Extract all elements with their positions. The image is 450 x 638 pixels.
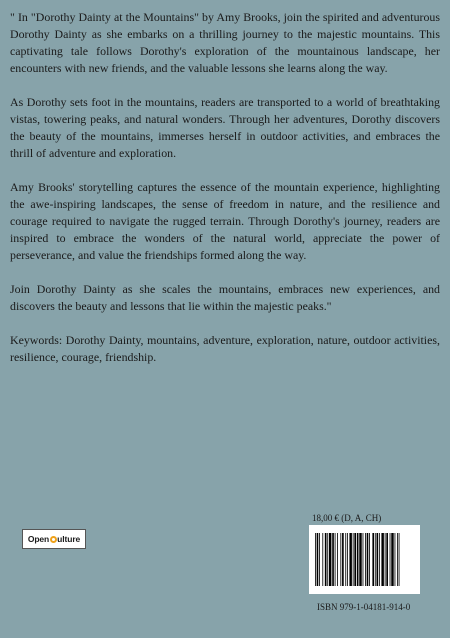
barcode-bar	[395, 533, 396, 586]
barcode-bar	[317, 533, 319, 586]
description-paragraph-1: " In "Dorothy Dainty at the Mountains" by Amy Brooks, join the spirited and adventurous Dorothy Dainty as she embarks on a thrilling journey to the majestic mountains. This captivating tale follows Dorothy's exploration of the mountainous landscape, her encounters with new friends, and the valuable lessons she learns along the way.	[10, 10, 440, 75]
back-cover-description	[10, 9, 440, 383]
barcode-bar	[399, 533, 400, 586]
barcode-bar	[372, 533, 374, 586]
barcode-bar	[377, 533, 379, 586]
barcode-bar	[319, 533, 320, 586]
logo-text-ulture: ulture	[57, 534, 81, 544]
barcode-bar	[315, 533, 316, 586]
logo-ring-icon	[50, 536, 57, 543]
barcode-bar	[337, 533, 338, 586]
barcode-bar	[369, 533, 370, 586]
price-label: 18,00 € (D, A, CH)	[312, 513, 382, 523]
barcode-icon	[315, 533, 414, 586]
barcode-bar	[363, 533, 364, 586]
barcode-bar	[340, 533, 341, 586]
barcode-bar	[347, 533, 348, 586]
barcode-bar	[391, 533, 393, 586]
barcode-bar	[390, 533, 391, 586]
barcode-bar	[379, 533, 380, 586]
barcode	[309, 525, 420, 594]
barcode-bar	[349, 533, 351, 586]
barcode-bar	[327, 533, 328, 586]
barcode-bar	[357, 533, 359, 586]
barcode-bar	[322, 533, 323, 586]
isbn-label: ISBN 979-1-04181-914-0	[317, 602, 411, 612]
description-paragraph-4: Join Dorothy Dainty as she scales the mountains, embraces new experiences, and discovers the beauty and lessons that lie within the majestic peaks."	[10, 282, 440, 313]
barcode-bar	[354, 533, 356, 586]
barcode-bar	[381, 533, 383, 586]
barcode-bar	[335, 533, 336, 586]
description-paragraph-3: Amy Brooks' storytelling captures the essence of the mountain experience, highlighting the awe-inspiring landscapes, the sense of freedom in nature, and the resilience and courage required to navigate the rugged terrain. Through Dorothy's journey, readers are inspired to embrace the wonders of the natural world, appreciate the power of perseverance, and value the friendships formed along the way.	[10, 180, 440, 262]
barcode-bar	[359, 533, 361, 586]
keywords-paragraph: Keywords: Dorothy Dainty, mountains, adventure, exploration, nature, outdoor activities, resilience, courage, friendship.	[10, 333, 440, 364]
barcode-bar	[397, 533, 398, 586]
barcode-bar	[332, 533, 334, 586]
barcode-bar	[367, 533, 369, 586]
barcode-bar	[325, 533, 327, 586]
barcode-bar	[385, 533, 386, 586]
logo-text-open: Open	[27, 534, 50, 544]
barcode-bar	[345, 533, 346, 586]
barcode-bar	[365, 533, 366, 586]
barcode-bar	[386, 533, 388, 586]
barcode-bar	[342, 533, 344, 586]
barcode-bar	[375, 533, 376, 586]
barcode-bar	[329, 533, 331, 586]
publisher-logo	[22, 529, 86, 549]
barcode-bar	[353, 533, 354, 586]
description-paragraph-2: As Dorothy sets foot in the mountains, readers are transported to a world of breathtaking vistas, towering peaks, and natural wonders. Through her adventures, Dorothy discovers the beauty of the mountains, immerses herself in outdoor activities, and embraces the thrill of adventure and exploration.	[10, 95, 440, 160]
